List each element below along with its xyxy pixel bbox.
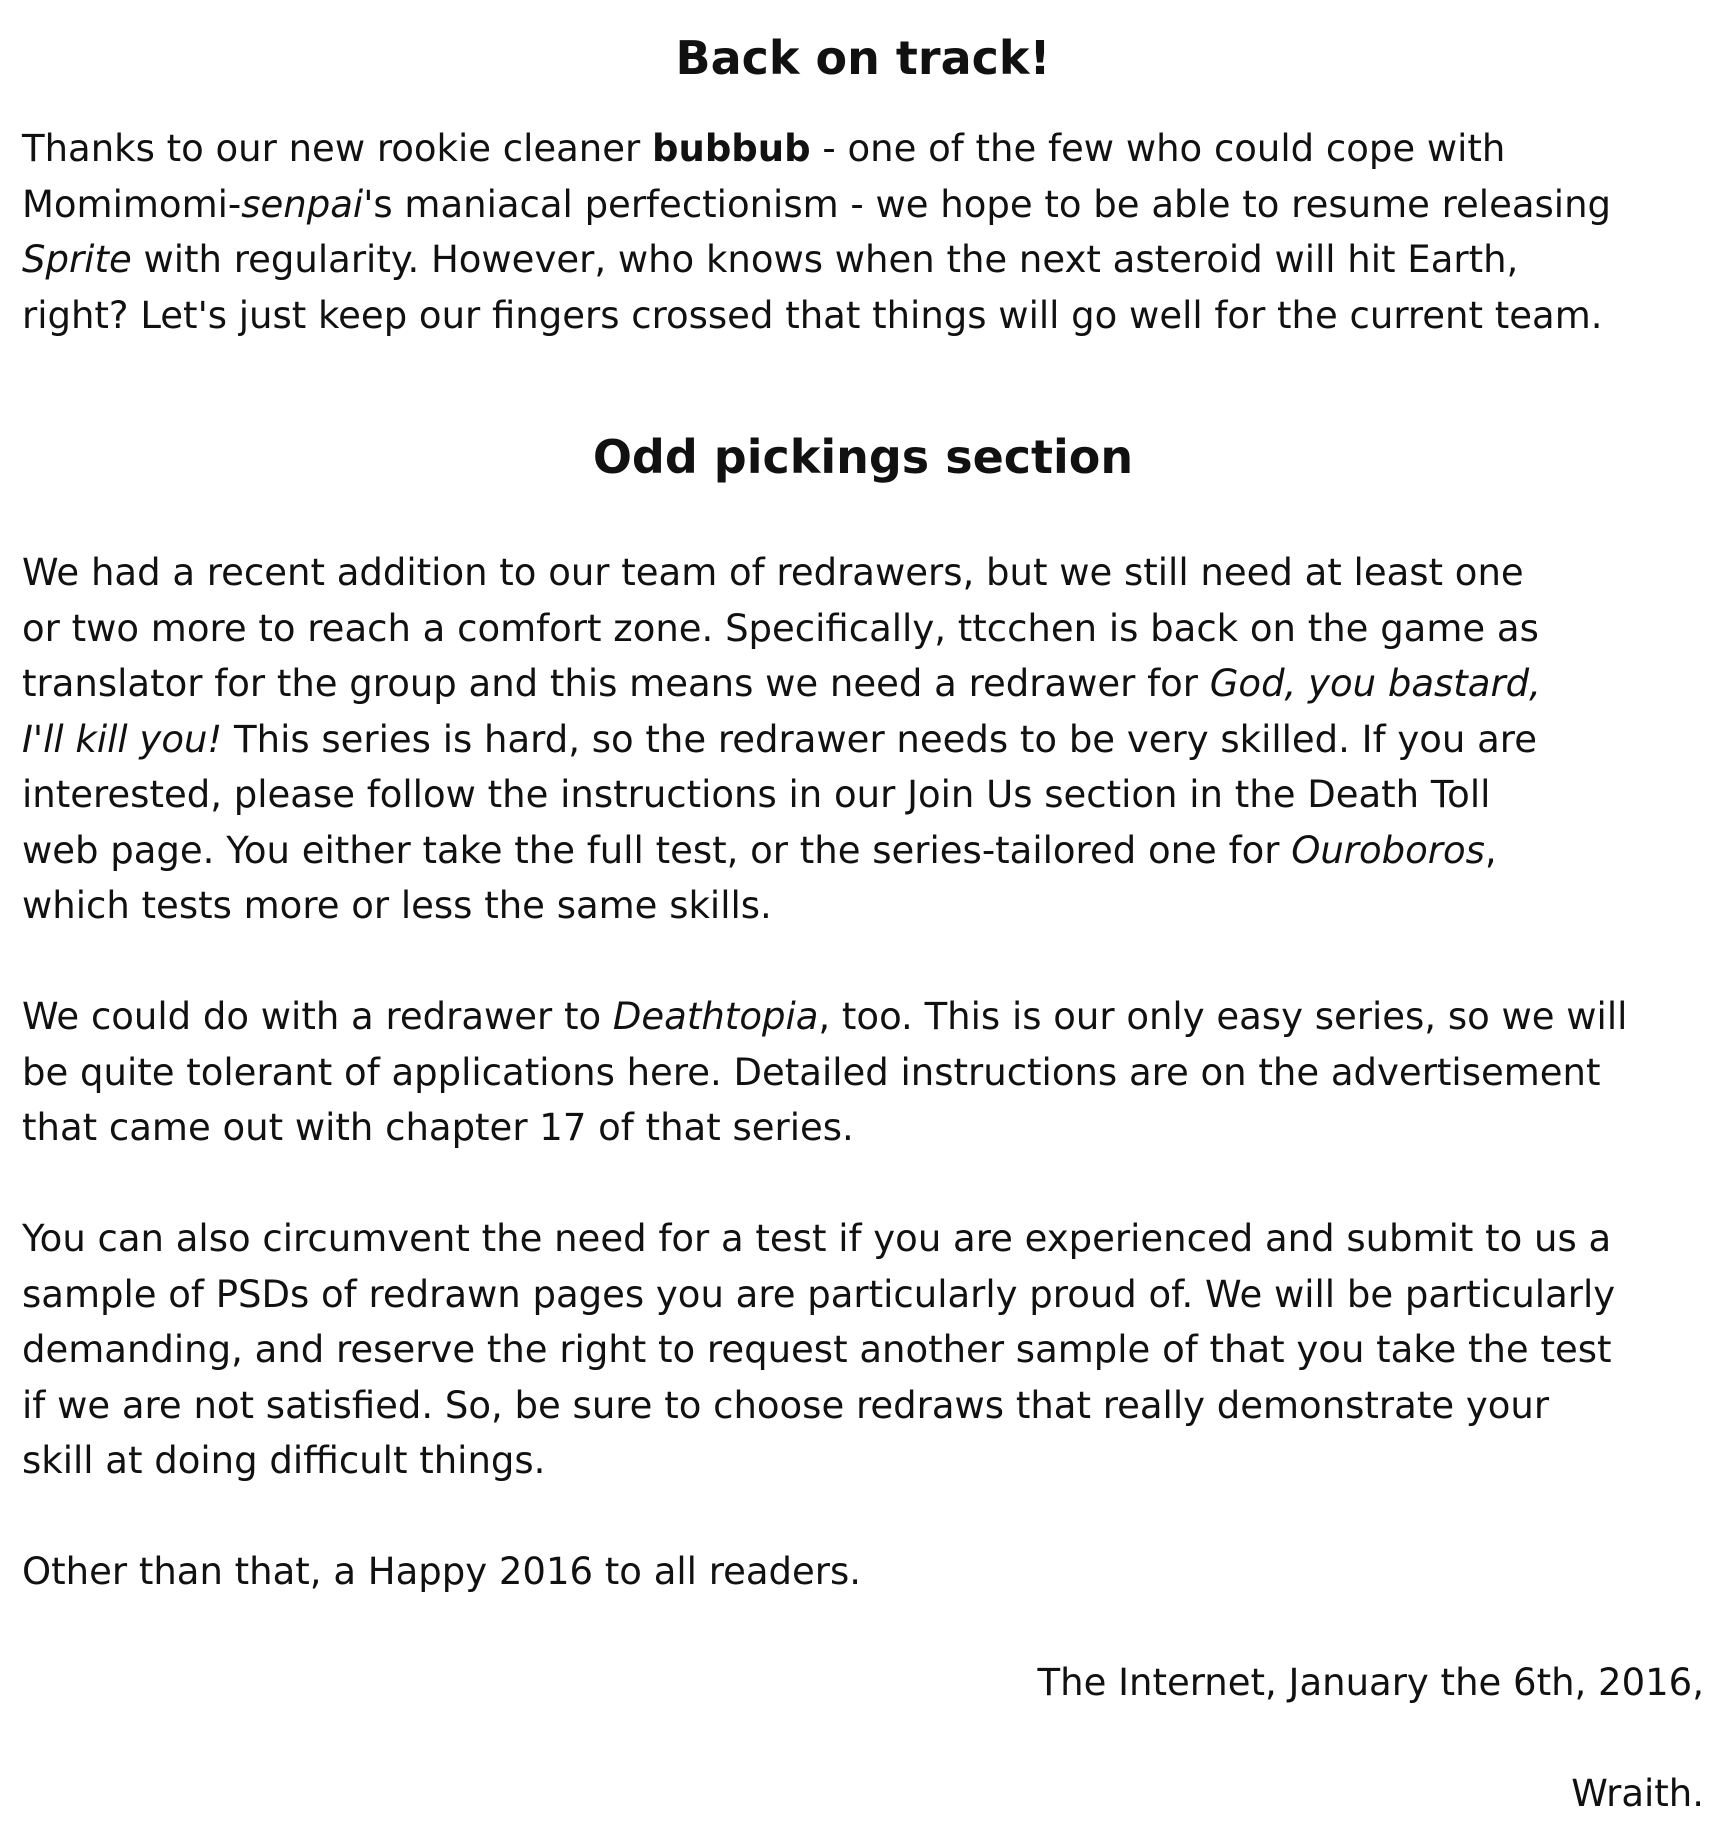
series-title: Deathtopia [612, 995, 819, 1038]
emphasis-text: senpai [241, 182, 364, 226]
paragraph-happy-new-year [22, 1544, 1704, 1600]
text-line: We could do with a redrawer to Deathtopia, too. This is our only easy series, so we will [22, 995, 1628, 1038]
text-line: Thanks to our new rookie cleaner bubbub - one of the few who could cope with [22, 127, 1506, 170]
credit-name: bubbub [652, 127, 811, 170]
text-line: that came out with chapter 17 of that series. [22, 1106, 854, 1149]
paragraph-deathtopia [22, 989, 1704, 1156]
text-line: or two more to reach a comfort zone. Specifically, ttcchen is back on the game as [22, 606, 1539, 650]
series-title: I'll kill you! [22, 717, 223, 761]
text-line: web page. You either take the full test, or the series-tailored one for Ouroboros, [22, 828, 1497, 872]
dateline: The Internet, January the 6th, 2016, [1037, 1661, 1704, 1704]
paragraph-redrawers [22, 545, 1704, 934]
text-line: You can also circumvent the need for a test if you are experienced and submit to us a [22, 1217, 1612, 1260]
heading-back-on-track: Back on track! [675, 31, 1051, 85]
paragraph-back-on-track [22, 121, 1704, 343]
text-line: sample of PSDs of redrawn pages you are particularly proud of. We will be particularly [22, 1272, 1616, 1316]
announcement-page [22, 0, 1704, 1833]
text-line: which tests more or less the same skills. [22, 884, 772, 927]
text-line: right? Let's just keep our fingers crossed that things will go well for the current team. [22, 293, 1603, 337]
text-line: Other than that, a Happy 2016 to all readers. [22, 1550, 862, 1593]
paragraph-psd-samples [22, 1211, 1704, 1489]
text-line: demanding, and reserve the right to request another sample of that you take the test [22, 1328, 1612, 1371]
text-line: I'll kill you! This series is hard, so the redrawer needs to be very skilled. If you are [22, 717, 1537, 761]
series-title: Ouroboros [1291, 828, 1485, 872]
series-title: Sprite [22, 238, 132, 281]
text-line: Sprite with regularity. However, who knows when the next asteroid will hit Earth, [22, 238, 1519, 281]
text-line: interested, please follow the instructions in our Join Us section in the Death Toll [22, 773, 1491, 816]
text-line: if we are not satisfied. So, be sure to choose redraws that really demonstrate your [22, 1383, 1550, 1427]
text-line: be quite tolerant of applications here. Detailed instructions are on the advertisement [22, 1050, 1601, 1094]
text-line: skill at doing difficult things. [22, 1439, 546, 1482]
series-title: God, you bastard, [1209, 662, 1541, 705]
heading-odd-pickings: Odd pickings section [592, 430, 1134, 484]
text-line: translator for the group and this means we need a redrawer for God, you bastard, [22, 662, 1541, 705]
text-line: We had a recent addition to our team of redrawers, but we still need at least one [22, 551, 1524, 594]
text-line: Momimomi-senpai's maniacal perfectionism - we hope to be able to resume releasing [22, 182, 1612, 226]
signature: Wraith. [1571, 1772, 1704, 1815]
